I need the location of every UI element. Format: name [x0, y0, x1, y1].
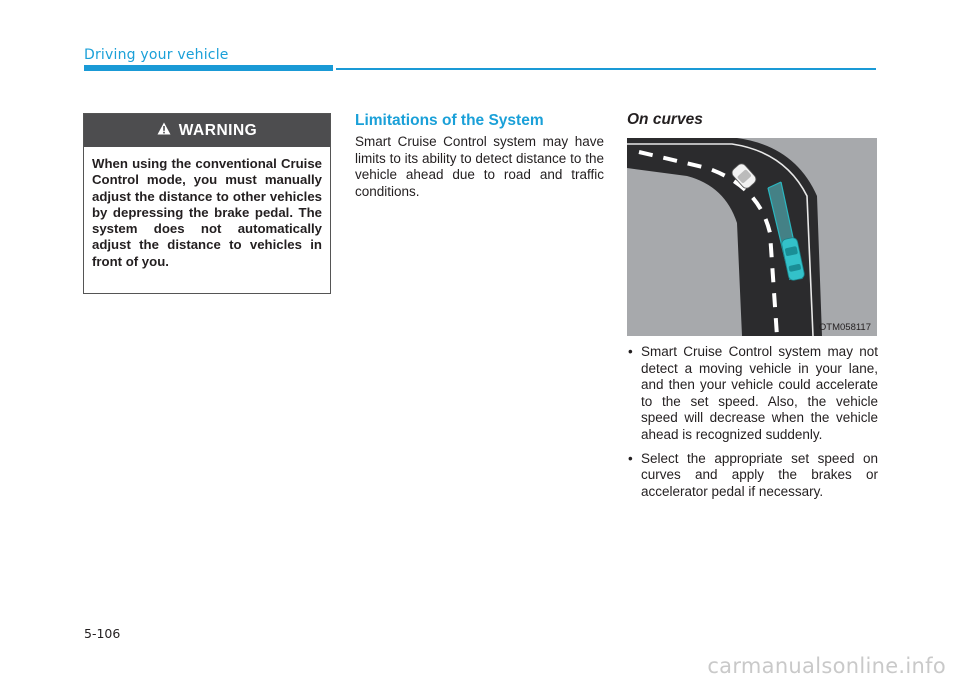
warning-header [84, 114, 330, 147]
list-item [627, 344, 878, 444]
figure-code: OTM058117 [818, 322, 871, 333]
header-title: Driving your vehicle [84, 47, 229, 63]
bullet-text: Smart Cruise Control system may not detect a moving vehicle in your lane, and then your vehicle could accelerate to the set speed. Also, the vehicle speed will decrease when the vehicle ahead is recognized suddenly. [641, 344, 878, 442]
warning-box [83, 113, 331, 294]
bullet-text: Select the appropriate set speed on curves and apply the brakes or accelerator pedal if necessary. [641, 450, 878, 499]
curve-road-drawing [627, 138, 877, 336]
section-title: Limitations of the System [355, 112, 544, 129]
section-body: Smart Cruise Control system may have limits to its ability to detect distance to the vehicle ahead due to road and traffic conditions. [355, 134, 604, 199]
watermark: carmanualsonline.info [707, 654, 946, 678]
warning-heading: WARNING [178, 121, 258, 139]
warning-text: When using the conventional Cruise Control mode, you must manually adjust the distance to other vehicles by depressing the brake pedal. The system does not automatically adjust the distance to vehicles in front of you. [92, 156, 322, 269]
page-number: 5-106 [84, 626, 121, 641]
header-rule-thin [336, 68, 876, 70]
subsection-title: On curves [627, 111, 703, 128]
curve-illustration [627, 138, 877, 336]
bullet-icon: • [628, 450, 633, 466]
list-item [627, 451, 878, 501]
bullet-list [627, 344, 878, 507]
warning-triangle-icon [157, 122, 171, 140]
bullet-icon: • [628, 344, 633, 359]
header-rule-thick [84, 65, 333, 71]
